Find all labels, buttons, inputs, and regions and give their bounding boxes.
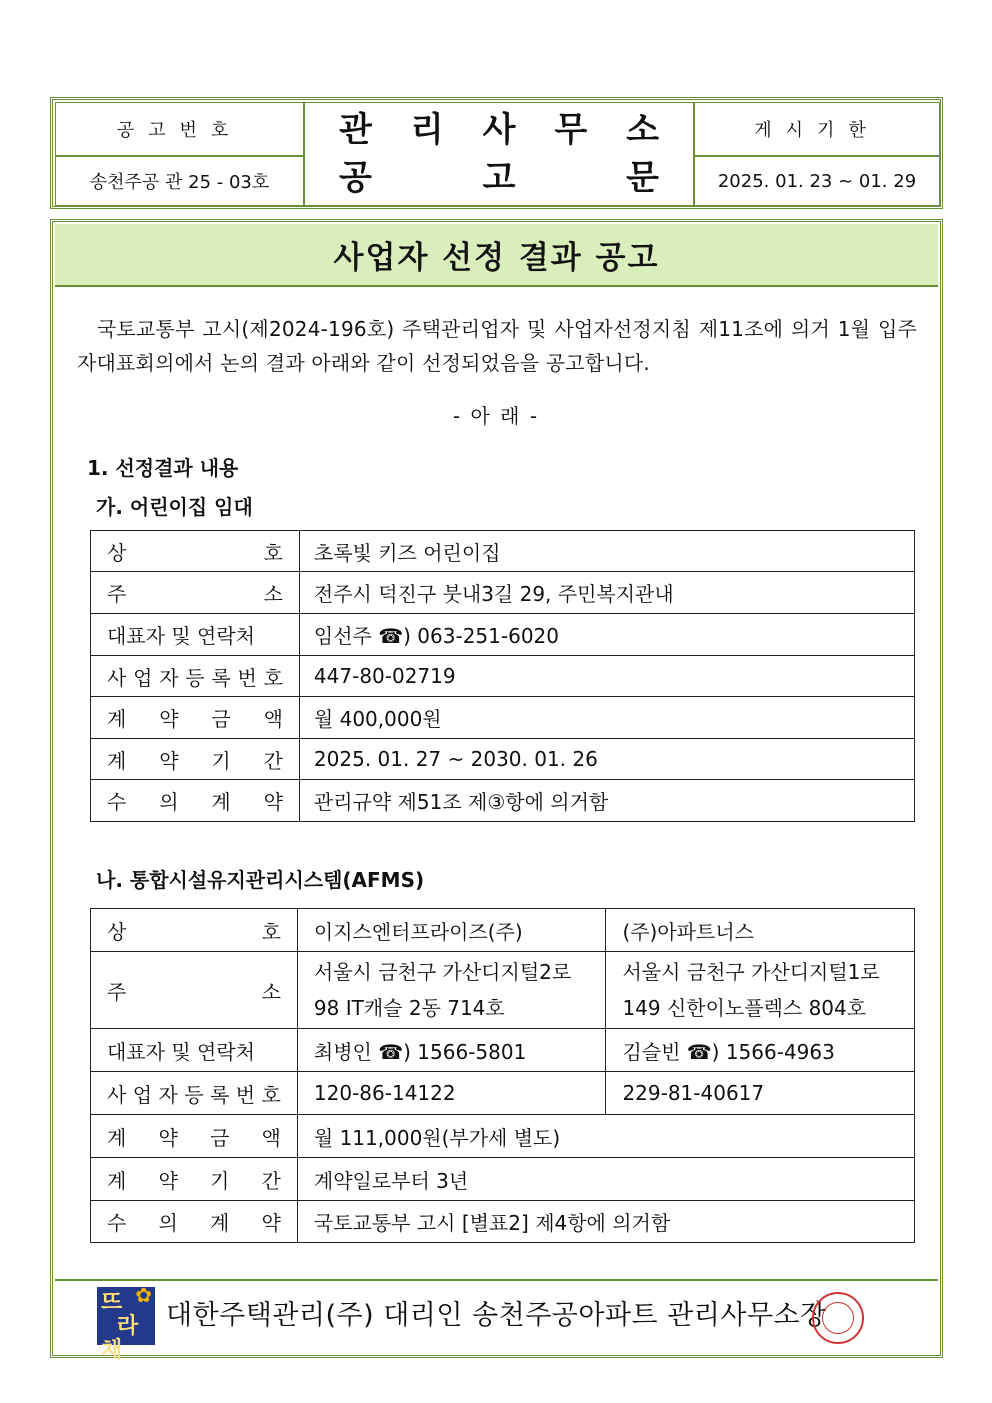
address-line: 서울시 금천구 가산디지털2로	[313, 960, 572, 984]
label-business-reg	[91, 656, 300, 697]
notice-number-label: 공고번호	[55, 102, 304, 156]
label-char: 금	[210, 1125, 230, 1150]
label-char: 호	[263, 665, 283, 690]
table-row	[91, 1115, 915, 1158]
logo-char: 채	[101, 1338, 123, 1363]
label-char: 간	[263, 748, 283, 773]
notice-number: 송천주공 관 25 - 03호	[55, 156, 304, 206]
label-char: 번	[237, 665, 257, 690]
company1-name: 이지스엔터프라이즈(주)	[297, 909, 606, 952]
label-char: 호	[263, 540, 283, 565]
table-row	[91, 1201, 915, 1243]
table-row	[91, 1029, 915, 1072]
label-char: 액	[261, 1125, 281, 1150]
label-contract-amount	[91, 697, 300, 739]
company2-rep: 김슬빈 ☎) 1566-4963	[606, 1029, 915, 1072]
label-char: 록	[211, 665, 231, 690]
notice-banner-title: 사업자 선정 결과 공고	[55, 224, 938, 287]
company1-rep: 최병인 ☎) 1566-5801	[297, 1029, 606, 1072]
label-char: 번	[235, 1082, 256, 1107]
label-char: 약	[158, 1168, 178, 1193]
notice-title-cell	[304, 102, 694, 206]
title-char: 리	[410, 110, 444, 150]
label-char: 수	[107, 790, 127, 814]
table-row	[91, 952, 915, 1029]
company1-address	[297, 952, 606, 1029]
title-char: 무	[554, 110, 588, 150]
label-char: 자	[158, 1082, 178, 1107]
label-company	[91, 909, 298, 952]
section-heading: 1. 선정결과 내용	[87, 456, 239, 480]
title-char: 사	[482, 110, 516, 150]
label-char: 계	[210, 1211, 230, 1235]
table-row	[91, 614, 915, 656]
table-row	[91, 909, 915, 952]
label-char: 사	[107, 1082, 127, 1107]
label-char: 기	[210, 1168, 230, 1193]
label-char: 상	[107, 540, 127, 565]
label-char: 약	[159, 707, 179, 731]
company2-reg: 229-81-40617	[606, 1072, 915, 1115]
subsection-b-heading: 나. 통합시설유지관리시스템(AFMS)	[96, 868, 425, 892]
address-line: 98 IT캐슬 2동 714호	[313, 996, 505, 1020]
address-line: 서울시 금천구 가산디지털1로	[622, 960, 880, 984]
label-company	[91, 531, 300, 572]
label-char: 간	[261, 1168, 281, 1193]
daycare-table	[90, 530, 915, 822]
label-representative: 대표자 및 연락처	[91, 1029, 298, 1072]
label-business-reg	[91, 1072, 298, 1115]
label-contract-amount	[91, 1115, 298, 1158]
company2-address	[606, 952, 915, 1029]
label-private-contract	[91, 1201, 298, 1243]
official-seal-stamp	[812, 1292, 864, 1344]
table-row	[91, 1158, 915, 1201]
company2-name: (주)아파트너스	[606, 909, 915, 952]
signature-line: 대한주택관리(주) 대리인 송천주공아파트 관리사무소장	[166, 1300, 827, 1331]
table-row	[91, 656, 915, 697]
label-char: 업	[132, 1082, 153, 1107]
label-char: 계	[107, 1168, 127, 1193]
value-contract-period: 2025. 01. 27 ~ 2030. 01. 26	[299, 739, 914, 780]
value-business-reg: 447-80-02719	[299, 656, 914, 697]
afms-contract-period: 계약일로부터 3년	[297, 1158, 914, 1201]
label-char: 등	[185, 665, 205, 690]
company1-reg: 120-86-14122	[297, 1072, 606, 1115]
label-char: 계	[107, 1125, 127, 1150]
label-char: 소	[261, 979, 281, 1004]
label-char: 사	[107, 665, 127, 690]
value-contract-amount: 월 400,000원	[299, 697, 914, 739]
table-row	[91, 572, 915, 614]
label-char: 액	[263, 707, 283, 731]
title-line-2	[339, 154, 659, 202]
label-char: 약	[159, 748, 179, 773]
seal-inner-ring	[822, 1302, 854, 1334]
label-char: 의	[159, 790, 179, 814]
title-char: 공	[339, 158, 372, 198]
company-logo	[97, 1283, 155, 1363]
label-char: 계	[211, 790, 231, 814]
table-row	[91, 531, 915, 572]
subsection-a-heading: 가. 어린이집 임대	[96, 495, 253, 519]
value-private-contract: 관리규약 제51조 제③항에 의거함	[299, 780, 914, 822]
afms-private-contract: 국토교통부 고시 [별표2] 제4항에 의거함	[297, 1201, 914, 1243]
label-char: 상	[107, 919, 127, 944]
title-char: 고	[482, 158, 516, 198]
intro-paragraph: 국토교통부 고시(제2024-196호) 주택관리업자 및 사업자선정지침 제11조에 의거 1월 입주자대표회의에서 논의 결과 아래와 같이 선정되었음을 공고합니다.	[77, 317, 917, 375]
below-heading: - 아 래 -	[452, 404, 540, 428]
label-char: 약	[261, 1211, 281, 1235]
label-address	[91, 952, 298, 1029]
label-char: 호	[261, 919, 281, 944]
table-row	[91, 1072, 915, 1115]
value-company: 초록빛 키즈 어린이집	[299, 531, 914, 572]
table-row	[91, 697, 915, 739]
label-private-contract	[91, 780, 300, 822]
label-char: 등	[184, 1082, 204, 1107]
label-char: 록	[210, 1082, 230, 1107]
title-char: 소	[626, 110, 659, 150]
label-representative: 대표자 및 연락처	[91, 614, 300, 656]
logo-char: 라	[117, 1314, 139, 1339]
label-char: 기	[211, 748, 231, 773]
label-contract-period	[91, 739, 300, 780]
table-row	[91, 780, 915, 822]
title-char: 관	[339, 110, 372, 150]
value-representative: 임선주 ☎) 063-251-6020	[299, 614, 914, 656]
value-address: 전주시 덕진구 붓내3길 29, 주민복지관내	[299, 572, 914, 614]
flower-icon: ✿	[135, 1283, 152, 1307]
label-char: 주	[107, 979, 127, 1004]
label-address	[91, 572, 300, 614]
label-char: 약	[263, 790, 283, 814]
title-line-1	[339, 106, 659, 154]
label-char: 계	[107, 748, 127, 773]
label-contract-period	[91, 1158, 298, 1201]
label-char: 약	[158, 1125, 178, 1150]
posting-period: 2025. 01. 23 ~ 01. 29	[694, 156, 940, 206]
label-char: 의	[158, 1211, 178, 1235]
label-char: 금	[211, 707, 231, 731]
afms-contract-amount: 월 111,000원(부가세 별도)	[297, 1115, 914, 1158]
label-char: 업	[133, 665, 153, 690]
label-char: 계	[107, 707, 127, 731]
title-char: 문	[626, 158, 659, 198]
label-char: 호	[261, 1082, 281, 1107]
notice-header	[50, 97, 943, 209]
label-char: 소	[263, 582, 283, 606]
afms-table	[90, 908, 915, 1243]
logo-char: 뜨	[101, 1290, 123, 1315]
label-char: 수	[107, 1211, 127, 1235]
table-row	[91, 739, 915, 780]
posting-period-label: 게시기한	[694, 102, 940, 156]
label-char: 자	[159, 665, 179, 690]
label-char: 주	[107, 582, 127, 606]
address-line: 149 신한이노플렉스 804호	[622, 996, 867, 1020]
